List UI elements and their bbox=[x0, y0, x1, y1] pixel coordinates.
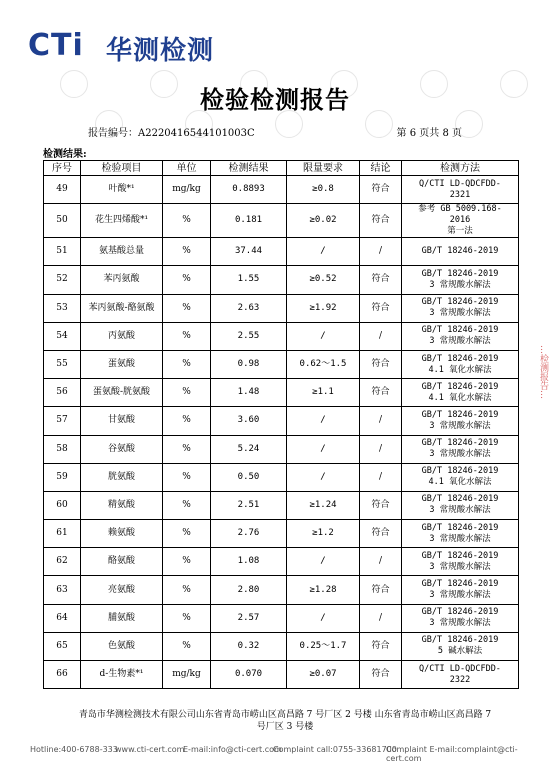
method-line: GB/T 18246-2019 bbox=[421, 325, 499, 336]
cell-limit: ≥1.92 bbox=[287, 294, 360, 322]
cell-unit: % bbox=[163, 238, 211, 266]
cell-result: 5.24 bbox=[211, 435, 287, 463]
cell-conclusion: 符合 bbox=[360, 632, 402, 660]
cell-result: 2.51 bbox=[211, 491, 287, 519]
header-method: 检测方法 bbox=[402, 161, 519, 176]
cell-conclusion: 符合 bbox=[360, 379, 402, 407]
method-line: GB/T 18246-2019 bbox=[421, 268, 499, 279]
cell-seq: 54 bbox=[44, 322, 81, 350]
method-line: 第一法 bbox=[447, 226, 473, 237]
method-line: GB/T 18246-2019 bbox=[421, 494, 499, 505]
cell-method bbox=[402, 435, 519, 463]
cell-item: 精氨酸 bbox=[81, 491, 163, 519]
cell-result: 2.80 bbox=[211, 576, 287, 604]
method-line: 3 常规酸水解法 bbox=[429, 336, 491, 347]
cell-unit: % bbox=[163, 463, 211, 491]
cell-conclusion: 符合 bbox=[360, 294, 402, 322]
cell-limit: / bbox=[287, 435, 360, 463]
method-line: 2322 bbox=[449, 674, 471, 685]
table-row bbox=[44, 238, 519, 266]
cell-result: 2.76 bbox=[211, 520, 287, 548]
cell-result: 0.32 bbox=[211, 632, 287, 660]
table-row bbox=[44, 548, 519, 576]
table-row bbox=[44, 379, 519, 407]
cell-item: 胱氨酸 bbox=[81, 463, 163, 491]
footer-website: www.cti-cert.com bbox=[115, 745, 185, 754]
cell-method bbox=[402, 520, 519, 548]
cell-seq: 65 bbox=[44, 632, 81, 660]
cell-method bbox=[402, 379, 519, 407]
cell-seq: 51 bbox=[44, 238, 81, 266]
method-line: 4.1 氧化水解法 bbox=[428, 364, 492, 375]
header-limit: 限量要求 bbox=[287, 161, 360, 176]
cell-result: 0.98 bbox=[211, 350, 287, 378]
cell-limit: ≥1.1 bbox=[287, 379, 360, 407]
report-number: 报告编号：A2220416544101003C bbox=[88, 128, 255, 139]
method-line: GB/T 18246-2019 bbox=[421, 466, 499, 477]
side-stamp: …检测报告… bbox=[538, 345, 548, 399]
header-item: 检验项目 bbox=[81, 161, 163, 176]
cell-item: 甘氨酸 bbox=[81, 407, 163, 435]
cell-unit: % bbox=[163, 520, 211, 548]
cell-limit: ≥0.8 bbox=[287, 176, 360, 204]
cell-result: 2.63 bbox=[211, 294, 287, 322]
cell-item: 叶酸*¹ bbox=[81, 176, 163, 204]
cell-unit: mg/kg bbox=[163, 661, 211, 689]
cell-result: 3.60 bbox=[211, 407, 287, 435]
cell-method bbox=[402, 238, 519, 266]
cell-conclusion: / bbox=[360, 463, 402, 491]
footer-hotline: Hotline:400-6788-333 bbox=[30, 745, 118, 754]
table-row bbox=[44, 520, 519, 548]
logo-chinese-name: 华测检测 bbox=[106, 36, 215, 66]
cell-limit: 0.62～1.5 bbox=[287, 350, 360, 378]
cell-item: 苯丙氨酸-酪氨酸 bbox=[81, 294, 163, 322]
method-line: 3 常规酸水解法 bbox=[429, 618, 491, 629]
cell-item: 色氨酸 bbox=[81, 632, 163, 660]
table-header-row bbox=[44, 161, 519, 176]
cell-seq: 58 bbox=[44, 435, 81, 463]
table-row bbox=[44, 204, 519, 238]
cell-item: 蛋氨酸-胱氨酸 bbox=[81, 379, 163, 407]
cell-limit: ≥1.28 bbox=[287, 576, 360, 604]
method-line: 3 常规酸水解法 bbox=[429, 420, 491, 431]
cell-seq: 49 bbox=[44, 176, 81, 204]
cell-unit: % bbox=[163, 266, 211, 294]
cell-result: 2.57 bbox=[211, 604, 287, 632]
table-row bbox=[44, 604, 519, 632]
cell-method bbox=[402, 661, 519, 689]
cell-conclusion: 符合 bbox=[360, 520, 402, 548]
cell-unit: % bbox=[163, 435, 211, 463]
cell-method bbox=[402, 204, 519, 238]
method-line: GB/T 18246-2019 bbox=[421, 550, 499, 561]
page-footer bbox=[0, 745, 550, 763]
cell-unit: % bbox=[163, 204, 211, 238]
cell-unit: % bbox=[163, 604, 211, 632]
method-line: 3 常规酸水解法 bbox=[429, 561, 491, 572]
cell-unit: % bbox=[163, 576, 211, 604]
cell-conclusion: 符合 bbox=[360, 661, 402, 689]
cell-seq: 66 bbox=[44, 661, 81, 689]
method-line: GB/T 18246-2019 bbox=[421, 522, 499, 533]
cell-limit: ≥0.52 bbox=[287, 266, 360, 294]
cell-unit: % bbox=[163, 491, 211, 519]
method-line: 4.1 氧化水解法 bbox=[428, 477, 492, 488]
method-line: 3 常规酸水解法 bbox=[429, 590, 491, 601]
table-row bbox=[44, 632, 519, 660]
cell-method bbox=[402, 266, 519, 294]
cell-unit: % bbox=[163, 407, 211, 435]
cell-seq: 50 bbox=[44, 204, 81, 238]
table-row bbox=[44, 661, 519, 689]
cell-seq: 57 bbox=[44, 407, 81, 435]
method-line: GB/T 18246-2019 bbox=[421, 353, 499, 364]
cell-limit: / bbox=[287, 407, 360, 435]
cell-result: 2.55 bbox=[211, 322, 287, 350]
cell-seq: 61 bbox=[44, 520, 81, 548]
cell-item: 氨基酸总量 bbox=[81, 238, 163, 266]
results-table bbox=[43, 160, 519, 689]
method-line: 3 常规酸水解法 bbox=[429, 308, 491, 319]
cell-item: 蛋氨酸 bbox=[81, 350, 163, 378]
cell-item: 丙氨酸 bbox=[81, 322, 163, 350]
table-row bbox=[44, 266, 519, 294]
company-logo bbox=[28, 26, 228, 64]
cell-seq: 55 bbox=[44, 350, 81, 378]
method-line: 3 常规酸水解法 bbox=[429, 279, 491, 290]
cell-item: 谷氨酸 bbox=[81, 435, 163, 463]
method-line: GB/T 18246-2019 bbox=[421, 607, 499, 618]
cell-item: 亮氨酸 bbox=[81, 576, 163, 604]
cell-conclusion: / bbox=[360, 407, 402, 435]
cell-seq: 59 bbox=[44, 463, 81, 491]
cell-seq: 64 bbox=[44, 604, 81, 632]
table-row bbox=[44, 294, 519, 322]
cell-method bbox=[402, 491, 519, 519]
cell-method bbox=[402, 576, 519, 604]
cell-item: 酪氨酸 bbox=[81, 548, 163, 576]
cell-method bbox=[402, 463, 519, 491]
cell-limit: 0.25～1.7 bbox=[287, 632, 360, 660]
cell-conclusion: 符合 bbox=[360, 266, 402, 294]
cell-limit: / bbox=[287, 238, 360, 266]
cell-method bbox=[402, 407, 519, 435]
footer-complaint-call: Complaint call:0755-33681700 bbox=[273, 745, 397, 754]
cell-conclusion: / bbox=[360, 238, 402, 266]
cell-limit: / bbox=[287, 322, 360, 350]
cell-item: d-生物素*¹ bbox=[81, 661, 163, 689]
cell-result: 37.44 bbox=[211, 238, 287, 266]
header-unit: 单位 bbox=[163, 161, 211, 176]
method-line: 3 常规酸水解法 bbox=[429, 505, 491, 516]
cell-conclusion: 符合 bbox=[360, 491, 402, 519]
page-title: 检验检测报告 bbox=[200, 85, 350, 114]
cell-result: 1.55 bbox=[211, 266, 287, 294]
cell-unit: % bbox=[163, 322, 211, 350]
cell-limit: / bbox=[287, 604, 360, 632]
cell-result: 0.8893 bbox=[211, 176, 287, 204]
method-line: Q/CTI LD-QDCFDD- bbox=[419, 663, 501, 674]
method-line: 3 常规酸水解法 bbox=[429, 449, 491, 460]
cell-result: 1.48 bbox=[211, 379, 287, 407]
cell-method bbox=[402, 632, 519, 660]
method-line: 4.1 氧化水解法 bbox=[428, 392, 492, 403]
cell-unit: % bbox=[163, 548, 211, 576]
method-line: 2016 bbox=[449, 215, 471, 226]
cell-result: 0.50 bbox=[211, 463, 287, 491]
cell-method bbox=[402, 294, 519, 322]
cell-result: 0.070 bbox=[211, 661, 287, 689]
cell-unit: % bbox=[163, 379, 211, 407]
cell-limit: / bbox=[287, 548, 360, 576]
header-conclusion: 结论 bbox=[360, 161, 402, 176]
cell-limit: ≥0.07 bbox=[287, 661, 360, 689]
cell-item: 苯丙氨酸 bbox=[81, 266, 163, 294]
table-row bbox=[44, 463, 519, 491]
cell-method bbox=[402, 604, 519, 632]
logo-mark: CTi bbox=[28, 28, 84, 63]
cell-conclusion: 符合 bbox=[360, 350, 402, 378]
table-row bbox=[44, 576, 519, 604]
table-row bbox=[44, 176, 519, 204]
cell-conclusion: / bbox=[360, 548, 402, 576]
cell-seq: 63 bbox=[44, 576, 81, 604]
footer-complaint-email: Complaint E-mail:complaint@cti-cert.com bbox=[386, 745, 518, 763]
method-line: 5 碱水解法 bbox=[437, 646, 483, 657]
header-result: 检测结果 bbox=[211, 161, 287, 176]
cell-unit: % bbox=[163, 632, 211, 660]
method-line: Q/CTI LD-QDCFDD- bbox=[419, 178, 501, 189]
cell-method bbox=[402, 350, 519, 378]
cell-limit: ≥0.02 bbox=[287, 204, 360, 238]
table-row bbox=[44, 491, 519, 519]
cell-limit: ≥1.2 bbox=[287, 520, 360, 548]
cell-conclusion: / bbox=[360, 435, 402, 463]
method-line: GB/T 18246-2019 bbox=[421, 438, 499, 449]
cell-unit: % bbox=[163, 350, 211, 378]
cell-seq: 53 bbox=[44, 294, 81, 322]
cell-limit: ≥1.24 bbox=[287, 491, 360, 519]
cell-unit: % bbox=[163, 294, 211, 322]
method-line: GB/T 18246-2019 bbox=[421, 579, 499, 590]
table-row bbox=[44, 407, 519, 435]
method-line: 2321 bbox=[449, 189, 471, 200]
cell-item: 脯氨酸 bbox=[81, 604, 163, 632]
cell-seq: 62 bbox=[44, 548, 81, 576]
cell-conclusion: / bbox=[360, 604, 402, 632]
lab-address: 青岛市华测检测技术有限公司山东省青岛市崂山区高昌路 7 号厂区 2 号楼 山东省青岛市崂山区高昌路 7 号厂区 3 号楼 bbox=[78, 710, 492, 732]
cell-conclusion: 符合 bbox=[360, 176, 402, 204]
table-row bbox=[44, 350, 519, 378]
cell-seq: 52 bbox=[44, 266, 81, 294]
cell-method bbox=[402, 176, 519, 204]
cell-method bbox=[402, 322, 519, 350]
method-line: GB/T 18246-2019 bbox=[421, 409, 499, 420]
table-row bbox=[44, 322, 519, 350]
results-label: 检测结果: bbox=[43, 149, 87, 160]
method-line: 3 常规酸水解法 bbox=[429, 533, 491, 544]
cell-result: 1.08 bbox=[211, 548, 287, 576]
cell-unit: mg/kg bbox=[163, 176, 211, 204]
cell-seq: 56 bbox=[44, 379, 81, 407]
table-row bbox=[44, 435, 519, 463]
table-body bbox=[44, 176, 519, 689]
cell-result: 0.181 bbox=[211, 204, 287, 238]
cell-conclusion: / bbox=[360, 322, 402, 350]
method-line: GB/T 18246-2019 bbox=[421, 381, 499, 392]
method-line: GB/T 18246-2019 bbox=[421, 297, 499, 308]
header-seq: 序号 bbox=[44, 161, 81, 176]
method-line: 参考 GB 5009.168- bbox=[418, 204, 502, 215]
cell-method bbox=[402, 548, 519, 576]
cell-conclusion: 符合 bbox=[360, 204, 402, 238]
cell-item: 赖氨酸 bbox=[81, 520, 163, 548]
footer-email: E-mail:info@cti-cert.com bbox=[183, 745, 282, 754]
method-line: GB/T 18246-2019 bbox=[421, 635, 499, 646]
cell-seq: 60 bbox=[44, 491, 81, 519]
page-info: 第 6 页共 8 页 bbox=[396, 128, 462, 139]
cell-conclusion: 符合 bbox=[360, 576, 402, 604]
cell-limit: / bbox=[287, 463, 360, 491]
cell-item: 花生四烯酸*¹ bbox=[81, 204, 163, 238]
method-line: GB/T 18246-2019 bbox=[421, 246, 499, 257]
